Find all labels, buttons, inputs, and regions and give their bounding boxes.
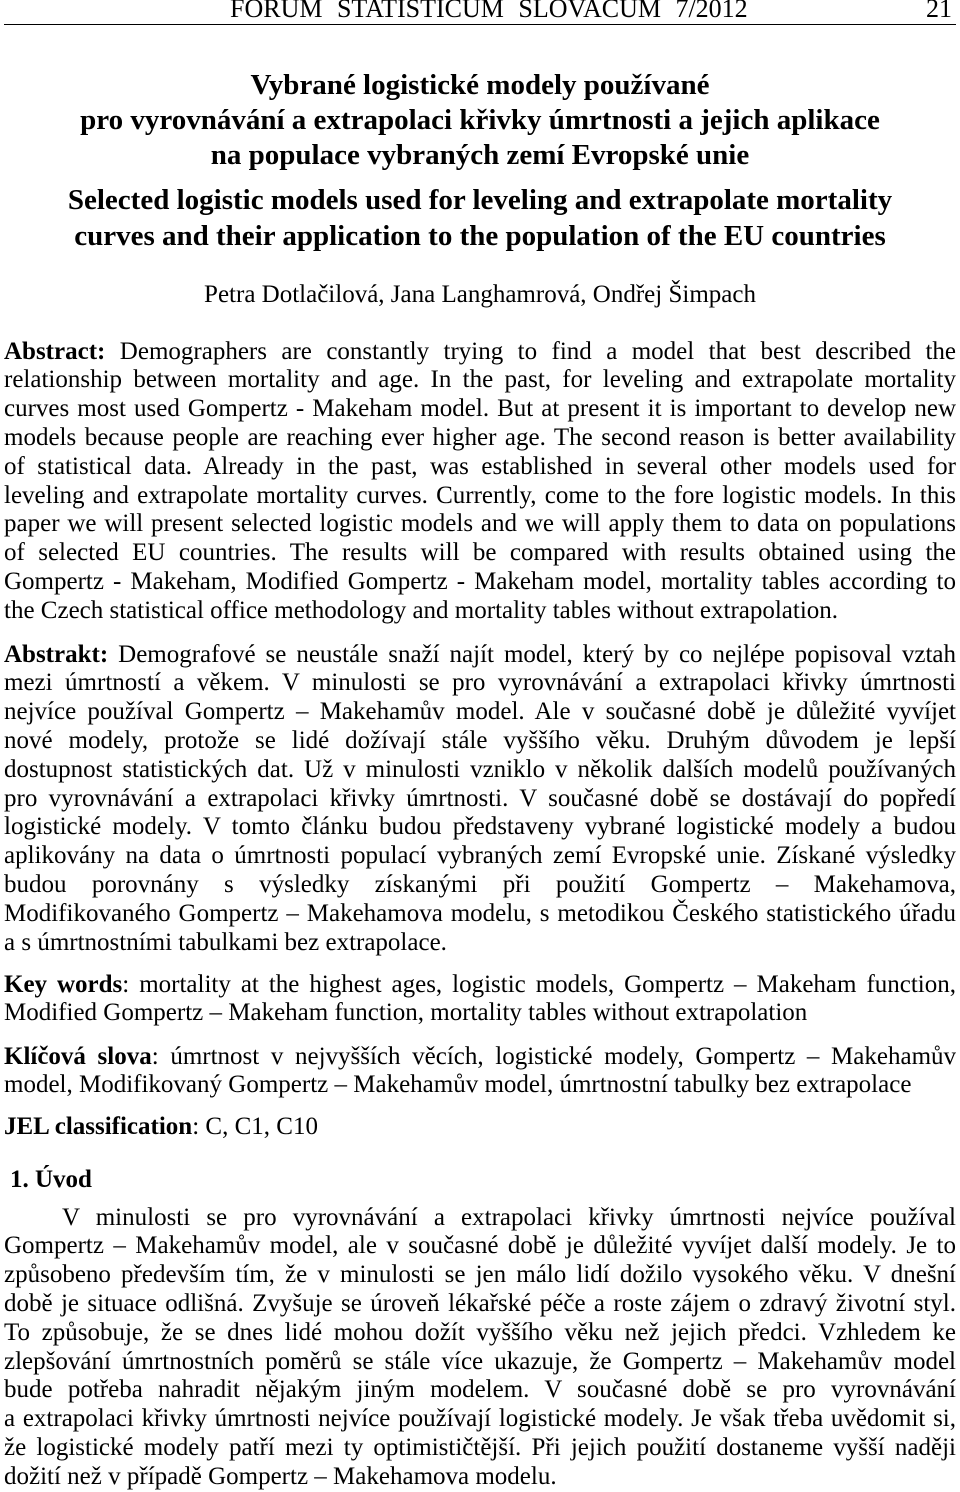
keywords-cs-line	[4, 1043, 956, 1072]
jel-line	[4, 1113, 956, 1142]
keywords-cs	[4, 1043, 956, 1101]
keywords-en-line	[4, 971, 956, 1000]
abstract-cs-line: budou porovnány s výsledky získanými při použití Gompertz – Makehamova,	[4, 870, 956, 898]
journal-name: FORUM STATISTICUM SLOVACUM 7/2012	[230, 0, 748, 23]
abstract-cs-line: nejvíce používal Gompertz – Makehamův model. Ale v současné době je důležité vyvíjet	[4, 698, 956, 726]
title-en-line: Selected logistic models used for leveling and extrapolate mortality	[67, 184, 893, 216]
authors: Petra Dotlačilová, Jana Langhamrová, Ondřej Šimpach	[204, 280, 756, 308]
abstract-en-line: Gompertz - Makeham, Modified Gompertz - Makeham model, mortality tables according to	[4, 567, 956, 595]
intro-line: bude potřeba nahradit nějakým jiným modelem. V současné době se pro vyrovnávání	[4, 1376, 956, 1404]
intro-line: Gompertz – Makehamův model, ale v současné době je důležité vyvíjet další modely. Je to	[4, 1232, 956, 1260]
intro-line: To způsobuje, že se dnes lidé mohou dožít vyššího věku než jejich předci. Vzhledem ke	[4, 1318, 956, 1346]
keywords-en-line-text: : mortality at the highest ages, logistic models, Gompertz – Makeham function,	[122, 970, 957, 998]
abstract-en-line: leveling and extrapolate mortality curves. Currently, come to the fore logistic models. In this	[4, 481, 956, 509]
intro-line: že logistické modely patří mezi ty optimističtější. Při jejich použití dostaneme vyšší naději	[4, 1433, 956, 1461]
intro-line: době je situace odlišná. Zvyšuje se úroveň lékařské péče a roste zájem o zdravý životní styl.	[4, 1289, 956, 1317]
abstract-cs-line-text: Demografové se neustále snaží najít model, který by co nejlépe popisoval vztah	[118, 640, 956, 668]
abstract-cs-line: mezi úmrtností a věkem. V minulosti se pro vyrovnávání a extrapolaci křivky úmrtnosti	[4, 669, 956, 697]
abstract-en	[4, 338, 956, 626]
intro-line: zlepšování úmrtnostních poměrů se stále více ukazuje, že Gompertz – Makehamův model	[4, 1347, 956, 1375]
title-en-line: curves and their application to the population of the EU countries	[74, 220, 886, 252]
abstract-cs-line: dostupnost statistických dat. Už v minulosti vzniklo v několik dalších modelů používaných	[4, 755, 956, 783]
abstract-cs-line: a s úmrtnostními tabulkami bez extrapolace.	[4, 928, 447, 956]
intro-line: a extrapolaci křivky úmrtnosti nejvíce používají logistické modely. Je však třeba uvědomit si,	[4, 1405, 956, 1433]
section-heading	[10, 1166, 92, 1195]
keywords-cs-label: Klíčová slova	[4, 1042, 152, 1070]
intro-paragraph	[4, 1204, 956, 1492]
intro-line: V minulosti se pro vyrovnávání a extrapolaci křivky úmrtnosti nejvíce používal	[62, 1203, 956, 1231]
jel-codes: : C, C1, C10	[192, 1112, 318, 1140]
running-header	[0, 0, 960, 23]
abstract-cs-line: logistické modely. V tomto článku budou představeny vybrané logistické modely a budou	[4, 813, 956, 841]
keywords-en	[4, 971, 956, 1029]
jel-classification	[4, 1113, 956, 1142]
abstract-cs	[4, 641, 956, 958]
abstract-cs-line: Modifikovaného Gompertz – Makehamova modelu, s metodikou Českého statistického úřadu	[4, 899, 956, 927]
title-cs-line: na populace vybraných zemí Evropské unie	[210, 138, 750, 171]
intro-line: dožití než v případě Gompertz – Makehamova modelu.	[4, 1462, 557, 1490]
section-title: Úvod	[35, 1165, 92, 1193]
abstract-en-label: Abstract:	[4, 337, 106, 365]
abstract-cs-line	[4, 641, 956, 670]
title-cs-line: Vybrané logistické modely používané	[250, 68, 710, 101]
keywords-en-label: Key words	[4, 970, 123, 998]
abstract-en-line: of selected EU countries. The results will be compared with results obtained using the	[4, 539, 956, 567]
abstract-en-line-text: Demographers are constantly trying to find a model that best described the	[119, 337, 957, 365]
title-cs-line: pro vyrovnávání a extrapolaci křivky úmrtnosti a jejich aplikace	[80, 103, 880, 136]
title-cs	[0, 68, 960, 173]
abstract-en-line: paper we will present selected logistic models and we will apply them to data on populations	[4, 510, 956, 538]
abstract-en-line: curves most used Gompertz - Makeham model. But at present it is important to develop new	[4, 395, 956, 423]
abstract-cs-line: pro vyrovnávání a extrapolaci křivky úmrtnosti. V současné době se dostávají do popředí	[4, 784, 956, 812]
keywords-en-line: Modified Gompertz – Makeham function, mortality tables without extrapolation	[4, 999, 808, 1027]
abstract-cs-label: Abstrakt:	[4, 640, 109, 668]
abstract-en-line	[4, 338, 956, 367]
abstract-en-line: the Czech statistical office methodology and mortality tables without extrapolation.	[4, 596, 839, 624]
title-en	[0, 182, 960, 254]
abstract-cs-line: aplikovány na data o úmrtnosti populací vybraných zemí Evropské unie. Získané výsledky	[4, 842, 956, 870]
abstract-cs-line: nové modely, protože se lidé dožívají stále vyššího věku. Druhým důvodem je lepší	[4, 726, 956, 754]
section-number: 1.	[10, 1165, 29, 1193]
header-rule	[4, 24, 956, 25]
abstract-en-line: relationship between mortality and age. In the past, for leveling and extrapolate mortality	[4, 366, 956, 394]
abstract-en-line: models because people are reaching ever higher age. The second reason is better availability	[4, 423, 956, 451]
abstract-en-line: of statistical data. Already in the past, was established in several other models used for	[4, 452, 956, 480]
keywords-cs-line-text: : úmrtnost v nejvyšších věcích, logistické modely, Gompertz – Makehamův	[151, 1042, 957, 1070]
intro-line: způsobeno především tím, že v minulosti se jen málo lidí dožilo vysokého věku. V dnešní	[4, 1261, 956, 1289]
page-number: 21	[926, 0, 952, 23]
keywords-cs-line: model, Modifikovaný Gompertz – Makehamův model, úmrtnostní tabulky bez extrapolace	[4, 1071, 912, 1099]
jel-label: JEL classification	[4, 1112, 193, 1140]
